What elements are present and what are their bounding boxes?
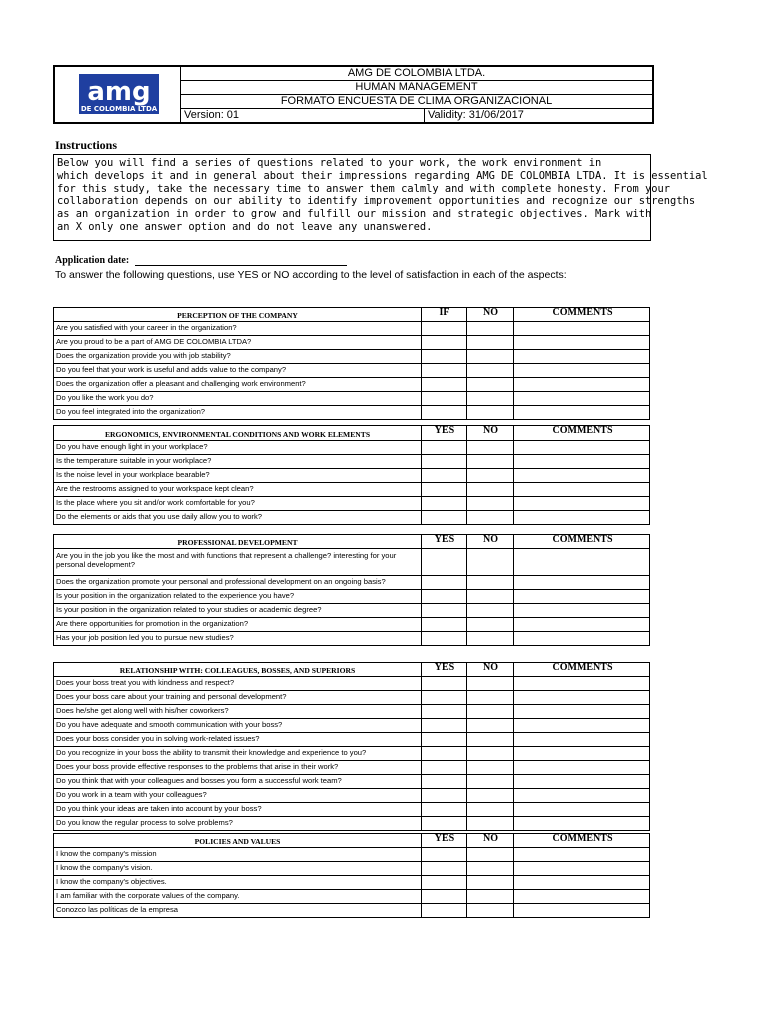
- comments-column-header: COMMENTS: [513, 834, 651, 847]
- no-answer-cell[interactable]: [466, 618, 514, 631]
- yes-answer-cell[interactable]: [421, 904, 467, 917]
- no-answer-cell[interactable]: [466, 705, 514, 718]
- question-row: [54, 378, 649, 392]
- question-text: Do you like the work you do?: [56, 393, 154, 402]
- form-header: [53, 65, 654, 124]
- no-column-header: NO: [466, 834, 514, 847]
- no-answer-cell[interactable]: [466, 483, 514, 496]
- yes-answer-cell[interactable]: [421, 576, 467, 589]
- question-row: [54, 848, 649, 862]
- question-row: [54, 455, 649, 469]
- question-text: Are you proud to be a part of AMG DE COLOMBIA LTDA?: [56, 337, 252, 346]
- yes-answer-cell[interactable]: [421, 876, 467, 889]
- instructions-title: Instructions: [55, 138, 118, 152]
- no-answer-cell[interactable]: [466, 862, 514, 875]
- section-header-row: [54, 834, 649, 848]
- no-answer-cell[interactable]: [466, 350, 514, 363]
- comments-cell[interactable]: [513, 904, 651, 917]
- question-text: Does he/she get along well with his/her coworkers?: [56, 706, 229, 715]
- question-row: [54, 747, 649, 761]
- question-row: [54, 632, 649, 645]
- question-row: [54, 406, 649, 419]
- question-row: [54, 392, 649, 406]
- question-text: I know the company's mission: [56, 849, 157, 858]
- no-answer-cell[interactable]: [466, 455, 514, 468]
- question-text: I know the company's vision.: [56, 863, 153, 872]
- question-text: Conozco las políticas de la empresa: [56, 905, 178, 914]
- comments-cell[interactable]: [513, 549, 651, 575]
- question-row: [54, 441, 649, 455]
- yes-answer-cell[interactable]: [421, 705, 467, 718]
- instructions-line: as an organization in order to grow and fulfill our mission and strategic objectives. Mark with: [57, 208, 652, 221]
- yes-answer-cell[interactable]: [421, 677, 467, 690]
- question-text: Do you feel that your work is useful and adds value to the company?: [56, 365, 287, 374]
- no-answer-cell[interactable]: [466, 876, 514, 889]
- yes-answer-cell[interactable]: [421, 549, 467, 575]
- question-text: Do you think that with your colleagues and bosses you form a successful work team?: [56, 776, 342, 785]
- survey-section: [53, 534, 650, 646]
- no-column-header: NO: [466, 663, 514, 676]
- no-answer-cell[interactable]: [466, 549, 514, 575]
- no-answer-cell[interactable]: [466, 775, 514, 788]
- question-text: Do you work in a team with your colleagues?: [56, 790, 207, 799]
- question-row: [54, 469, 649, 483]
- amg-logo: [79, 74, 159, 114]
- comments-cell[interactable]: [513, 789, 651, 802]
- yes-answer-cell[interactable]: [421, 632, 467, 645]
- version-row: [181, 109, 652, 122]
- comments-cell[interactable]: [513, 378, 651, 391]
- question-text: Do you know the regular process to solve problems?: [56, 818, 233, 827]
- no-answer-cell[interactable]: [466, 817, 514, 830]
- no-answer-cell[interactable]: [466, 733, 514, 746]
- comments-cell[interactable]: [513, 511, 651, 524]
- question-row: [54, 618, 649, 632]
- yes-answer-cell[interactable]: [421, 691, 467, 704]
- yes-column-header: YES: [421, 535, 467, 548]
- yes-answer-cell[interactable]: [421, 378, 467, 391]
- comments-cell[interactable]: [513, 848, 651, 861]
- form-title: FORMATO ENCUESTA DE CLIMA ORGANIZACIONAL: [181, 95, 652, 109]
- yes-answer-cell[interactable]: [421, 761, 467, 774]
- comments-cell[interactable]: [513, 719, 651, 732]
- yes-answer-cell[interactable]: [421, 747, 467, 760]
- question-row: [54, 677, 649, 691]
- yes-answer-cell[interactable]: [421, 719, 467, 732]
- question-text: Does your boss consider you in solving work-related issues?: [56, 734, 260, 743]
- no-answer-cell[interactable]: [466, 632, 514, 645]
- question-text: Does your boss treat you with kindness and respect?: [56, 678, 235, 687]
- question-row: [54, 775, 649, 789]
- instructions-box: [53, 154, 708, 241]
- logo-text: amg: [87, 77, 151, 107]
- no-answer-cell[interactable]: [466, 406, 514, 419]
- question-text: Does the organization offer a pleasant and challenging work environment?: [56, 379, 306, 388]
- comments-cell[interactable]: [513, 590, 651, 603]
- question-row: [54, 862, 649, 876]
- comments-cell[interactable]: [513, 677, 651, 690]
- yes-answer-cell[interactable]: [421, 890, 467, 903]
- section-title: RELATIONSHIP WITH: COLLEAGUES, BOSSES, AND SUPERIORS: [119, 666, 356, 675]
- no-answer-cell[interactable]: [466, 378, 514, 391]
- yes-answer-cell[interactable]: [421, 441, 467, 454]
- comments-cell[interactable]: [513, 761, 651, 774]
- section-title: PERCEPTION OF THE COMPANY: [177, 311, 298, 320]
- comments-cell[interactable]: [513, 469, 651, 482]
- yes-answer-cell[interactable]: [421, 392, 467, 405]
- comments-cell[interactable]: [513, 747, 651, 760]
- question-text: Are the restrooms assigned to your workspace kept clean?: [56, 484, 254, 493]
- comments-cell[interactable]: [513, 350, 651, 363]
- application-date-label: Application date:: [55, 255, 130, 266]
- comments-column-header: COMMENTS: [513, 426, 651, 440]
- instructions-line: an X only one answer option and do not leave any unanswered.: [57, 220, 433, 233]
- yes-answer-cell[interactable]: [421, 817, 467, 830]
- yes-column-header: IF: [421, 308, 467, 321]
- yes-answer-cell[interactable]: [421, 455, 467, 468]
- application-date-field[interactable]: [135, 265, 347, 266]
- no-answer-cell[interactable]: [466, 322, 514, 335]
- question-row: [54, 350, 649, 364]
- comments-cell[interactable]: [513, 817, 651, 830]
- comments-cell[interactable]: [513, 441, 651, 454]
- section-header-row: [54, 663, 649, 677]
- question-row: [54, 876, 649, 890]
- yes-answer-cell[interactable]: [421, 483, 467, 496]
- comments-cell[interactable]: [513, 576, 651, 589]
- intro-text: To answer the following questions, use YES or NO according to the level of satisfaction in each of the aspects:: [55, 269, 567, 281]
- yes-answer-cell[interactable]: [421, 336, 467, 349]
- question-row: [54, 336, 649, 350]
- yes-column-header: YES: [421, 834, 467, 847]
- comments-cell[interactable]: [513, 364, 651, 377]
- no-answer-cell[interactable]: [466, 691, 514, 704]
- yes-answer-cell[interactable]: [421, 497, 467, 510]
- question-row: [54, 705, 649, 719]
- question-text: Has your job position led you to pursue new studies?: [56, 633, 234, 642]
- comments-column-header: COMMENTS: [513, 663, 651, 676]
- comments-cell[interactable]: [513, 497, 651, 510]
- department-name: HUMAN MANAGEMENT: [181, 81, 652, 95]
- comments-cell[interactable]: [513, 483, 651, 496]
- comments-cell[interactable]: [513, 455, 651, 468]
- question-row: [54, 322, 649, 336]
- no-answer-cell[interactable]: [466, 719, 514, 732]
- question-text: Do the elements or aids that you use daily allow you to work?: [56, 512, 262, 521]
- section-title: PROFESSIONAL DEVELOPMENT: [177, 538, 298, 547]
- survey-section: [53, 833, 650, 918]
- yes-answer-cell[interactable]: [421, 848, 467, 861]
- question-text: Do you think your ideas are taken into account by your boss?: [56, 804, 262, 813]
- question-row: [54, 890, 649, 904]
- question-row: [54, 364, 649, 378]
- section-header-row: [54, 535, 649, 549]
- question-row: [54, 483, 649, 497]
- comments-cell[interactable]: [513, 691, 651, 704]
- no-answer-cell[interactable]: [466, 677, 514, 690]
- question-row: [54, 576, 649, 590]
- no-answer-cell[interactable]: [466, 590, 514, 603]
- no-answer-cell[interactable]: [466, 890, 514, 903]
- yes-answer-cell[interactable]: [421, 350, 467, 363]
- no-answer-cell[interactable]: [466, 803, 514, 816]
- no-answer-cell[interactable]: [466, 904, 514, 917]
- question-row: [54, 497, 649, 511]
- question-text: Are you in the job you like the most and with functions that represent a challenge? interesting for your personal development?: [56, 551, 397, 569]
- question-row: [54, 803, 649, 817]
- logo-subtext: DE COLOMBIA LTDA: [80, 105, 158, 113]
- company-name: AMG DE COLOMBIA LTDA.: [181, 67, 652, 81]
- no-answer-cell[interactable]: [466, 511, 514, 524]
- question-text: I know the company's objectives.: [56, 877, 167, 886]
- question-text: Are there opportunities for promotion in the organization?: [56, 619, 249, 628]
- question-text: Is your position in the organization related to your studies or academic degree?: [56, 605, 322, 614]
- question-row: [54, 590, 649, 604]
- yes-answer-cell[interactable]: [421, 775, 467, 788]
- no-answer-cell[interactable]: [466, 789, 514, 802]
- question-text: Does the organization provide you with job stability?: [56, 351, 231, 360]
- question-text: I am familiar with the corporate values of the company.: [56, 891, 240, 900]
- no-answer-cell[interactable]: [466, 364, 514, 377]
- yes-answer-cell[interactable]: [421, 604, 467, 617]
- no-answer-cell[interactable]: [466, 576, 514, 589]
- section-title: ERGONOMICS, ENVIRONMENTAL CONDITIONS AND WORK ELEMENTS: [104, 429, 371, 439]
- survey-section: [53, 425, 650, 525]
- question-text: Does your boss provide effective responses to the problems that arise in their work?: [56, 762, 339, 771]
- question-row: [54, 789, 649, 803]
- yes-answer-cell[interactable]: [421, 511, 467, 524]
- instructions-line: for this study, take the necessary time to answer them calmly and with complete honesty. From your: [57, 182, 671, 195]
- comments-cell[interactable]: [513, 876, 651, 889]
- no-answer-cell[interactable]: [466, 336, 514, 349]
- comments-cell[interactable]: [513, 336, 651, 349]
- survey-section: [53, 662, 650, 831]
- question-text: Is the place where you sit and/or work comfortable for you?: [56, 498, 255, 507]
- no-answer-cell[interactable]: [466, 761, 514, 774]
- yes-answer-cell[interactable]: [421, 733, 467, 746]
- comments-cell[interactable]: [513, 733, 651, 746]
- no-answer-cell[interactable]: [466, 441, 514, 454]
- instructions-line: Below you will find a series of questions related to your work, the work environment in: [57, 157, 602, 169]
- question-row: [54, 549, 649, 576]
- yes-answer-cell[interactable]: [421, 618, 467, 631]
- question-text: Is your position in the organization related to the experience you have?: [56, 591, 295, 600]
- question-row: [54, 733, 649, 747]
- question-row: [54, 904, 649, 917]
- question-text: Does the organization promote your personal and professional development on an ongoing basis?: [56, 577, 386, 586]
- question-row: [54, 691, 649, 705]
- logo-cell: [55, 67, 181, 122]
- question-row: [54, 719, 649, 733]
- yes-column-header: YES: [421, 663, 467, 676]
- no-answer-cell[interactable]: [466, 848, 514, 861]
- question-text: Is the temperature suitable in your workplace?: [56, 456, 212, 465]
- comments-cell[interactable]: [513, 632, 651, 645]
- comments-cell[interactable]: [513, 392, 651, 405]
- question-text: Does your boss care about your training and personal development?: [56, 692, 287, 701]
- no-column-header: NO: [466, 426, 514, 440]
- no-column-header: NO: [466, 308, 514, 321]
- question-row: [54, 604, 649, 618]
- section-header-row: [54, 426, 649, 441]
- yes-answer-cell[interactable]: [421, 469, 467, 482]
- comments-cell[interactable]: [513, 775, 651, 788]
- yes-answer-cell[interactable]: [421, 862, 467, 875]
- yes-answer-cell[interactable]: [421, 590, 467, 603]
- question-text: Are you satisfied with your career in the organization?: [56, 323, 237, 332]
- instructions-line: which develops it and in general about their impressions regarding AMG DE COLOMBIA LTDA. It is essential: [57, 169, 708, 182]
- section-header-row: [54, 308, 649, 322]
- question-row: [54, 511, 649, 524]
- question-text: Do you feel integrated into the organization?: [56, 407, 206, 416]
- yes-answer-cell[interactable]: [421, 406, 467, 419]
- no-answer-cell[interactable]: [466, 469, 514, 482]
- comments-cell[interactable]: [513, 862, 651, 875]
- question-text: Do you have enough light in your workplace?: [56, 442, 208, 451]
- comments-cell[interactable]: [513, 803, 651, 816]
- comments-column-header: COMMENTS: [513, 535, 651, 548]
- validity-label: Validity: 31/06/2017: [424, 109, 653, 122]
- question-text: Do you have adequate and smooth communication with your boss?: [56, 720, 283, 729]
- survey-section: [53, 307, 650, 420]
- comments-cell[interactable]: [513, 604, 651, 617]
- question-row: [54, 817, 649, 830]
- yes-column-header: YES: [421, 426, 467, 440]
- no-answer-cell[interactable]: [466, 392, 514, 405]
- no-answer-cell[interactable]: [466, 497, 514, 510]
- instructions-line: collaboration depends on our ability to identify improvement opportunities and recognize our strengths: [57, 195, 696, 208]
- yes-answer-cell[interactable]: [421, 789, 467, 802]
- no-answer-cell[interactable]: [466, 747, 514, 760]
- comments-cell[interactable]: [513, 705, 651, 718]
- comments-cell[interactable]: [513, 322, 651, 335]
- yes-answer-cell[interactable]: [421, 803, 467, 816]
- no-column-header: NO: [466, 535, 514, 548]
- comments-cell[interactable]: [513, 618, 651, 631]
- yes-answer-cell[interactable]: [421, 364, 467, 377]
- comments-cell[interactable]: [513, 890, 651, 903]
- comments-column-header: COMMENTS: [513, 308, 651, 321]
- section-title: POLICIES AND VALUES: [194, 837, 281, 846]
- question-text: Is the noise level in your workplace bearable?: [56, 470, 210, 479]
- version-label: Version: 01: [184, 109, 240, 121]
- yes-answer-cell[interactable]: [421, 322, 467, 335]
- comments-cell[interactable]: [513, 406, 651, 419]
- question-row: [54, 761, 649, 775]
- question-text: Do you recognize in your boss the ability to transmit their knowledge and experience to you?: [56, 748, 367, 757]
- no-answer-cell[interactable]: [466, 604, 514, 617]
